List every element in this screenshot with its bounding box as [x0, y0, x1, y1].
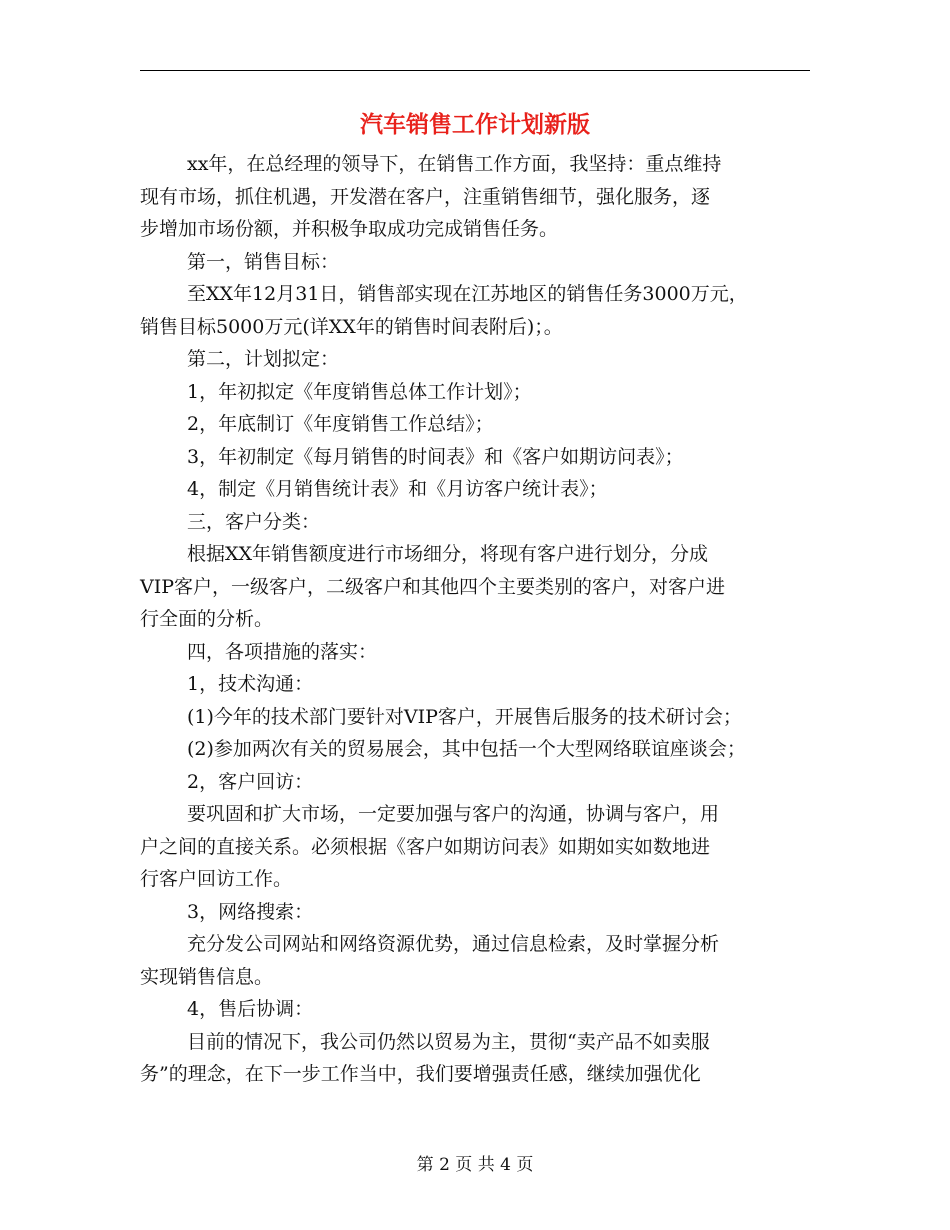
list-item: 2，年底制订《年度销售工作总结》； [187, 413, 494, 435]
paragraph-line: 要巩固和扩大市场，一定要加强与客户的沟通，协调与客户，用 [187, 803, 720, 825]
header-rule [140, 70, 810, 71]
section-heading: 第一，销售目标： [187, 250, 340, 273]
paragraph-line: 步增加市场份额，并积极争取成功完成销售任务。 [140, 218, 559, 240]
subsection-heading: 1，技术沟通： [187, 673, 314, 695]
paragraph-line: 行全面的分析。 [140, 608, 274, 630]
paragraph-line: 销售目标5000万元(详XX年的销售时间表附后)；。 [140, 315, 563, 338]
list-item: 3，年初制定《每月销售的时间表》和《客户如期访问表》； [187, 445, 684, 468]
section-heading: 第二，计划拟定： [187, 348, 340, 370]
section-heading: 四，各项措施的落实： [187, 640, 378, 663]
subsection-heading: 4，售后协调： [187, 998, 314, 1020]
list-item: (2)参加两次有关的贸易展会，其中包括一个大型网络联谊座谈会； [187, 738, 746, 760]
document-title: 汽车销售工作计划新版 [360, 112, 590, 138]
document-body [140, 148, 812, 1091]
subsection-heading: 2，客户回访： [187, 770, 314, 793]
section-heading: 三，客户分类： [187, 510, 321, 533]
paragraph-line: 目前的情况下，我公司仍然以贸易为主，贯彻“卖产品不如卖服 [187, 1030, 710, 1053]
paragraph-line: 至XX年12月31日，销售部实现在江苏地区的销售任务3000万元， [187, 283, 748, 305]
paragraph-line: 务”的理念，在下一步工作当中，我们要增强责任感，继续加强优化 [140, 1063, 701, 1085]
paragraph-line: 根据XX年销售额度进行市场细分，将现有客户进行划分，分成 [187, 543, 709, 565]
paragraph-line: 实现销售信息。 [140, 965, 274, 988]
paragraph-line: 充分发公司网站和网络资源优势，通过信息检索，及时掌握分析 [187, 933, 720, 955]
paragraph-line: 户之间的直接关系。必须根据《客户如期访问表》如期如实如数地进 [140, 835, 711, 858]
list-item: 1，年初拟定《年度销售总体工作计划》； [187, 380, 532, 403]
subsection-heading: 3，网络搜索： [187, 900, 314, 923]
paragraph-line: VIP客户，一级客户，二级客户和其他四个主要类别的客户，对客户进 [140, 575, 726, 598]
paragraph-line: 现有市场，抓住机遇，开发潜在客户，注重销售细节，强化服务，逐 [140, 185, 711, 208]
paragraph-line: xx年，在总经理的领导下，在销售工作方面，我坚持：重点维持 [187, 153, 722, 175]
paragraph-line: 行客户回访工作。 [140, 868, 293, 890]
page-number-footer: 第 2 页 共 4 页 [416, 1155, 534, 1175]
list-item: (1)今年的技术部门要针对VIP客户，开展售后服务的技术研讨会； [187, 705, 742, 728]
list-item: 4，制定《月销售统计表》和《月访客户统计表》； [187, 478, 608, 500]
